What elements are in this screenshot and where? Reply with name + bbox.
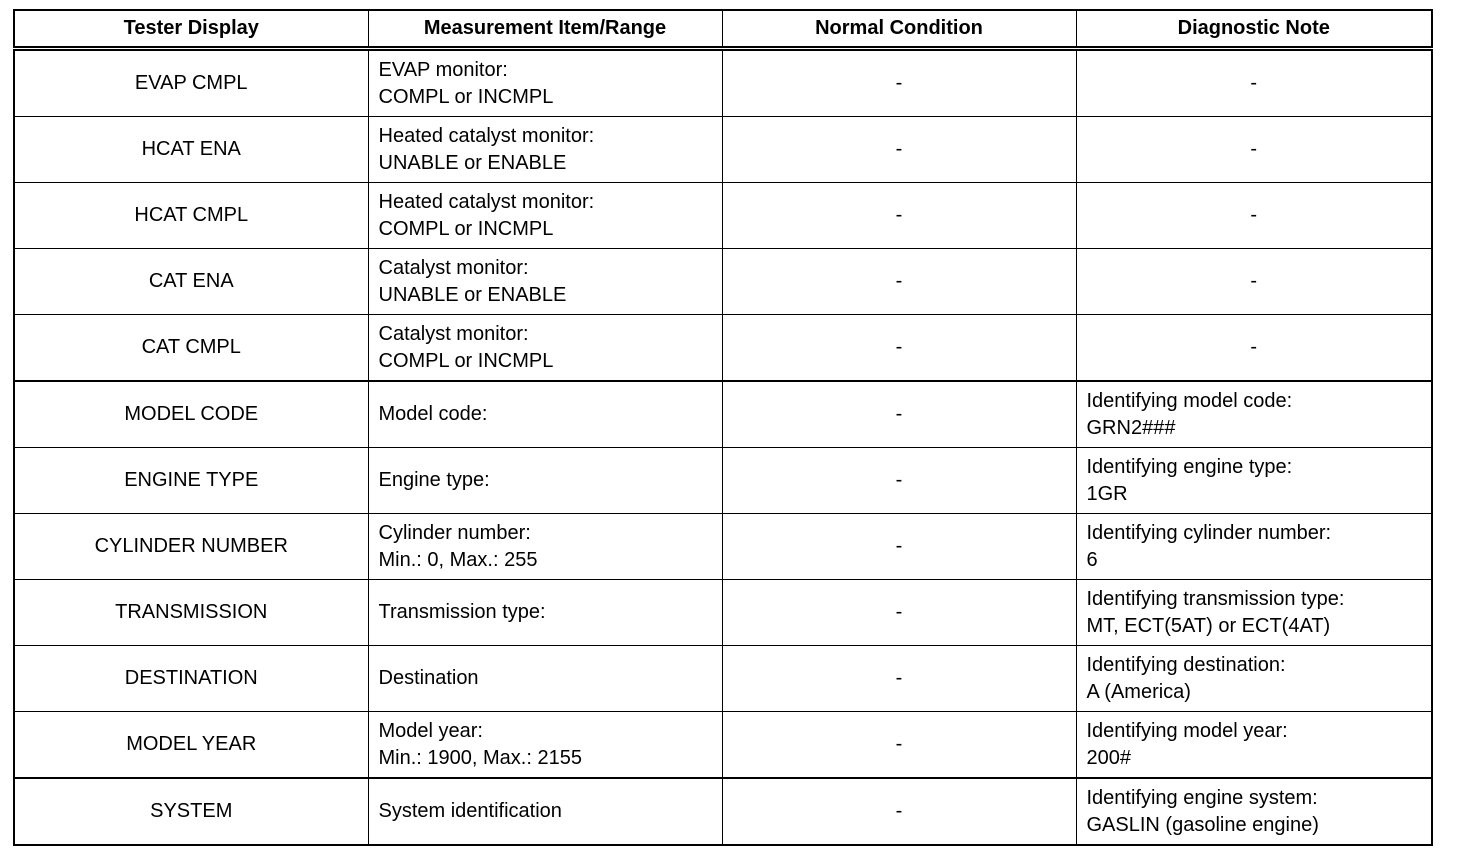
cell-diagnostic-note [1076,514,1432,580]
cell-measurement-item [368,448,722,514]
cell-normal-condition: - [722,381,1076,448]
measurement-line: Min.: 1900, Max.: 2155 [378,746,582,769]
cell-diagnostic-note [1076,646,1432,712]
cell-normal-condition: - [722,646,1076,712]
cell-measurement-item [368,580,722,646]
measurement-line: COMPL or INCMPL [378,217,554,240]
note-line: - [1250,204,1258,226]
header-tester-display: Tester Display [14,10,368,49]
table-row [14,49,1432,117]
header-measurement-item: Measurement Item/Range [368,10,722,49]
cell-normal-condition: - [722,183,1076,249]
table-row [14,646,1432,712]
table-row [14,249,1432,315]
table-row [14,712,1432,779]
measurement-line: Catalyst monitor: [378,256,529,279]
measurement-line: Model year: [378,719,483,742]
measurement-line: UNABLE or ENABLE [378,283,567,306]
cell-measurement-item [368,778,722,845]
cell-tester-display: MODEL YEAR [14,712,368,779]
note-line: 1GR [1086,482,1128,505]
cell-diagnostic-note [1076,117,1432,183]
cell-normal-condition: - [722,514,1076,580]
cell-diagnostic-note [1076,381,1432,448]
measurement-line: System identification [378,800,562,822]
cell-diagnostic-note [1076,183,1432,249]
note-line: A (America) [1086,680,1191,703]
note-line: GASLIN (gasoline engine) [1086,813,1319,836]
cell-normal-condition: - [722,315,1076,382]
note-line: Identifying cylinder number: [1086,521,1332,544]
measurement-line: Heated catalyst monitor: [378,190,595,213]
note-line: - [1250,270,1258,292]
data-list-table [13,9,1433,846]
cell-measurement-item [368,315,722,382]
measurement-line: Transmission type: [378,601,546,623]
table-row [14,315,1432,382]
cell-measurement-item [368,646,722,712]
cell-tester-display: CAT ENA [14,249,368,315]
cell-measurement-item [368,183,722,249]
measurement-line: Destination [378,667,479,689]
cell-diagnostic-note [1076,49,1432,117]
cell-normal-condition: - [722,712,1076,779]
cell-measurement-item [368,49,722,117]
cell-normal-condition: - [722,778,1076,845]
measurement-line: Catalyst monitor: [378,322,529,345]
note-line: - [1250,72,1258,94]
table-row [14,580,1432,646]
cell-diagnostic-note [1076,778,1432,845]
cell-tester-display: DESTINATION [14,646,368,712]
table-row [14,448,1432,514]
note-line: Identifying model year: [1086,719,1288,742]
cell-normal-condition: - [722,49,1076,117]
cell-normal-condition: - [722,580,1076,646]
measurement-line: UNABLE or ENABLE [378,151,567,174]
cell-tester-display: ENGINE TYPE [14,448,368,514]
measurement-line: Min.: 0, Max.: 255 [378,548,538,571]
measurement-line: Heated catalyst monitor: [378,124,595,147]
measurement-line: COMPL or INCMPL [378,85,554,108]
cell-tester-display: HCAT CMPL [14,183,368,249]
table-row [14,514,1432,580]
header-diagnostic-note: Diagnostic Note [1076,10,1432,49]
cell-diagnostic-note [1076,249,1432,315]
measurement-line: COMPL or INCMPL [378,349,554,372]
cell-diagnostic-note [1076,580,1432,646]
note-line: GRN2### [1086,416,1176,439]
cell-measurement-item [368,712,722,779]
cell-tester-display: CAT CMPL [14,315,368,382]
measurement-line: Model code: [378,403,488,425]
note-line: Identifying transmission type: [1086,587,1345,610]
table-row [14,778,1432,845]
cell-measurement-item [368,381,722,448]
cell-diagnostic-note [1076,315,1432,382]
cell-diagnostic-note [1076,712,1432,779]
note-line: - [1250,336,1258,358]
cell-tester-display: EVAP CMPL [14,49,368,117]
note-line: - [1250,138,1258,160]
table-body [14,49,1432,846]
cell-tester-display: TRANSMISSION [14,580,368,646]
cell-diagnostic-note [1076,448,1432,514]
note-line: Identifying engine type: [1086,455,1293,478]
note-line: Identifying model code: [1086,389,1293,412]
header-normal-condition: Normal Condition [722,10,1076,49]
cell-tester-display: HCAT ENA [14,117,368,183]
cell-tester-display: SYSTEM [14,778,368,845]
cell-normal-condition: - [722,249,1076,315]
note-line: Identifying destination: [1086,653,1286,676]
measurement-line: Engine type: [378,469,490,491]
measurement-line: Cylinder number: [378,521,531,544]
note-line: Identifying engine system: [1086,786,1318,809]
table-row [14,381,1432,448]
note-line: MT, ECT(5AT) or ECT(4AT) [1086,614,1331,637]
cell-normal-condition: - [722,117,1076,183]
measurement-line: EVAP monitor: [378,58,508,81]
table-row [14,117,1432,183]
table-header-row [14,10,1432,49]
table-row [14,183,1432,249]
cell-measurement-item [368,514,722,580]
cell-tester-display: CYLINDER NUMBER [14,514,368,580]
note-line: 200# [1086,746,1131,769]
cell-normal-condition: - [722,448,1076,514]
cell-measurement-item [368,117,722,183]
cell-tester-display: MODEL CODE [14,381,368,448]
note-line: 6 [1086,548,1098,571]
cell-measurement-item [368,249,722,315]
